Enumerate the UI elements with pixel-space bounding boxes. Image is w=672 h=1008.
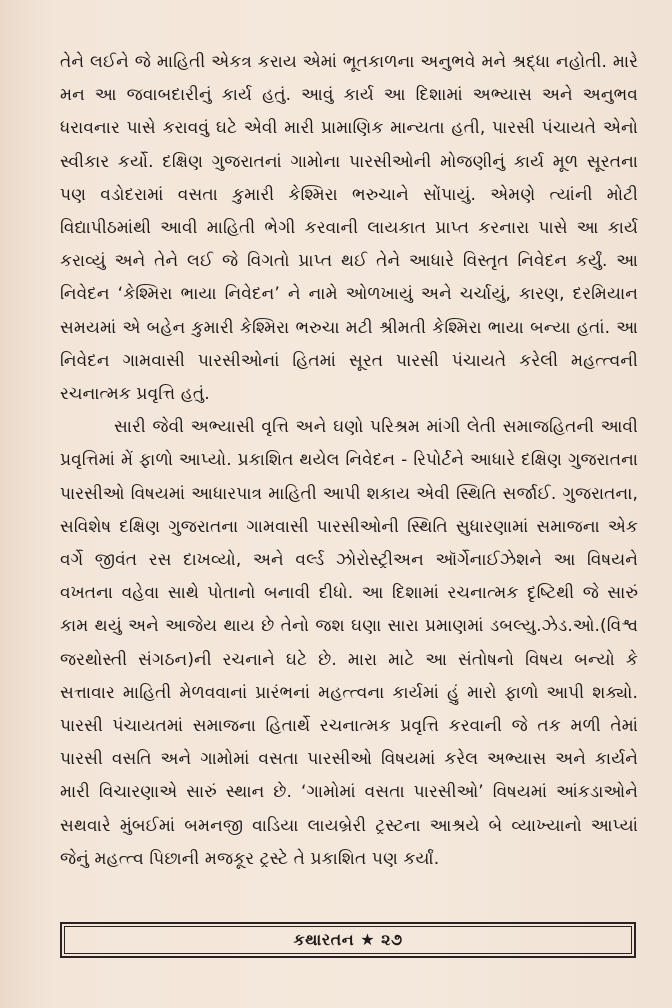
page-body [60, 46, 638, 876]
footer-book-title-page-number: કથારતન ★ ૨૭ [293, 930, 403, 949]
page-footer [60, 922, 636, 958]
paragraph: સારી જેવી અભ્યાસી વૃત્તિ અને ઘણો પરિશ્રમ માંગી લેતી સમાજહિતની આવી પ્રવૃત્તિમાં મેં ફાળો આપ્યો. પ્રકાશિત થયેલ નિવેદન - રિપોર્ટને આધારે દક્ષિણ ગુજરાતના પારસીઓ વિષયમાં આધારપાત્ર માહિતી આપી શકાય એવી સ્થિતિ સર્જાઈ. ગુજરાતના, સવિશેષ દક્ષિણ ગુજરાતના ગામવાસી પારસીઓની સ્થિતિ સુધારણામાં સમાજના એક વર્ગે જીવંત રસ દાખવ્યો, અને વર્લ્ડ ઝોરોસ્ટ્રીઅન ઑર્ગેનાઈઝેશને આ વિષયને વખતના વહેવા સાથે પોતાનો બનાવી દીધો. આ દિશામાં રચનાત્મક દૃષ્ટિથી જે સારું કામ થયું અને આજેય થાય છે તેનો જશ ઘણા સારા પ્રમાણમાં ડબલ્યુ.ઝેડ.ઓ.(વિશ્વ જરથોસ્તી સંગઠન)ની રચનાને ઘટે છે. મારા માટે આ સંતોષનો વિષય બન્યો કે સત્તાવાર માહિતી મેળવવાનાં પ્રારંભનાં મહત્ત્વના કાર્યમાં હું મારો ફાળો આપી શક્યો. પારસી પંચાયતમાં સમાજના હિતાર્થે રચનાત્મક પ્રવૃત્તિ કરવાની જે તક મળી તેમાં પારસી વસતિ અને ગામોમાં વસતા પારસીઓ વિષયમાં કરેલ અભ્યાસ અને કાર્યને મારી વિચારણાએ સારું સ્થાન છે. ‘ગામોમાં વસતા પારસીઓ’ વિષયમાં આંકડાઓને સથવારે મુંબઈમાં બમનજી વાડિયા લાયબ્રેરી ટ્રસ્ટના આશ્રયે બે વ્યાખ્યાનો આપ્યાં જેનું મહત્ત્વ પિછાની મજકૂર ટ્રસ્ટે તે પ્રકાશિત પણ કર્યાં. [60, 417, 638, 869]
paragraph: તેને લઈને જે માહિતી એકત્ર કરાય એમાં ભૂતકાળના અનુભવે મને શ્રદ્ધા નહોતી. મારે મન આ જવાબદારીનું કાર્ય હતું. આવું કાર્ય આ દિશામાં અભ્યાસ અને અનુભવ ધરાવનાર પાસે કરાવવું ઘટે એવી મારી પ્રામાણિક માન્યતા હતી, પારસી પંચાયતે એનો સ્વીકાર કર્યો. દક્ષિણ ગુજરાતનાં ગામોના પારસીઓની મોજણીનું કાર્ય મૂળ સૂરતના પણ વડોદરામાં વસતા કુમારી કેશ્મિરા ભરુચાને સોંપાયું. એમણે ત્યાંની મોટી વિદ્યાપીઠમાંથી આવી માહિતી ભેગી કરવાની લાયકાત પ્રાપ્ત કરનારા પાસે આ કાર્ય કરાવ્યું અને તેને લઈ જે વિગતો પ્રાપ્ત થઈ તેને આધારે વિસ્તૃત નિવેદન કર્યું. આ નિવેદન ‘કેશ્મિરા ભાયા નિવેદન’ ને નામે ઓળખાયું અને ચર્ચાયું, કારણ, દરમિયાન સમયમાં એ બહેન કુમારી કેશ્મિરા ભરુચા મટી શ્રીમતી કેશ્મિરા ભાયા બન્યા હતાં. આ નિવેદન ગામવાસી પારસીઓનાં હિતમાં સૂરત પારસી પંચાયતે કરેલી મહત્ત્વની રચનાત્મક પ્રવૃત્તિ હતું. [60, 52, 638, 405]
